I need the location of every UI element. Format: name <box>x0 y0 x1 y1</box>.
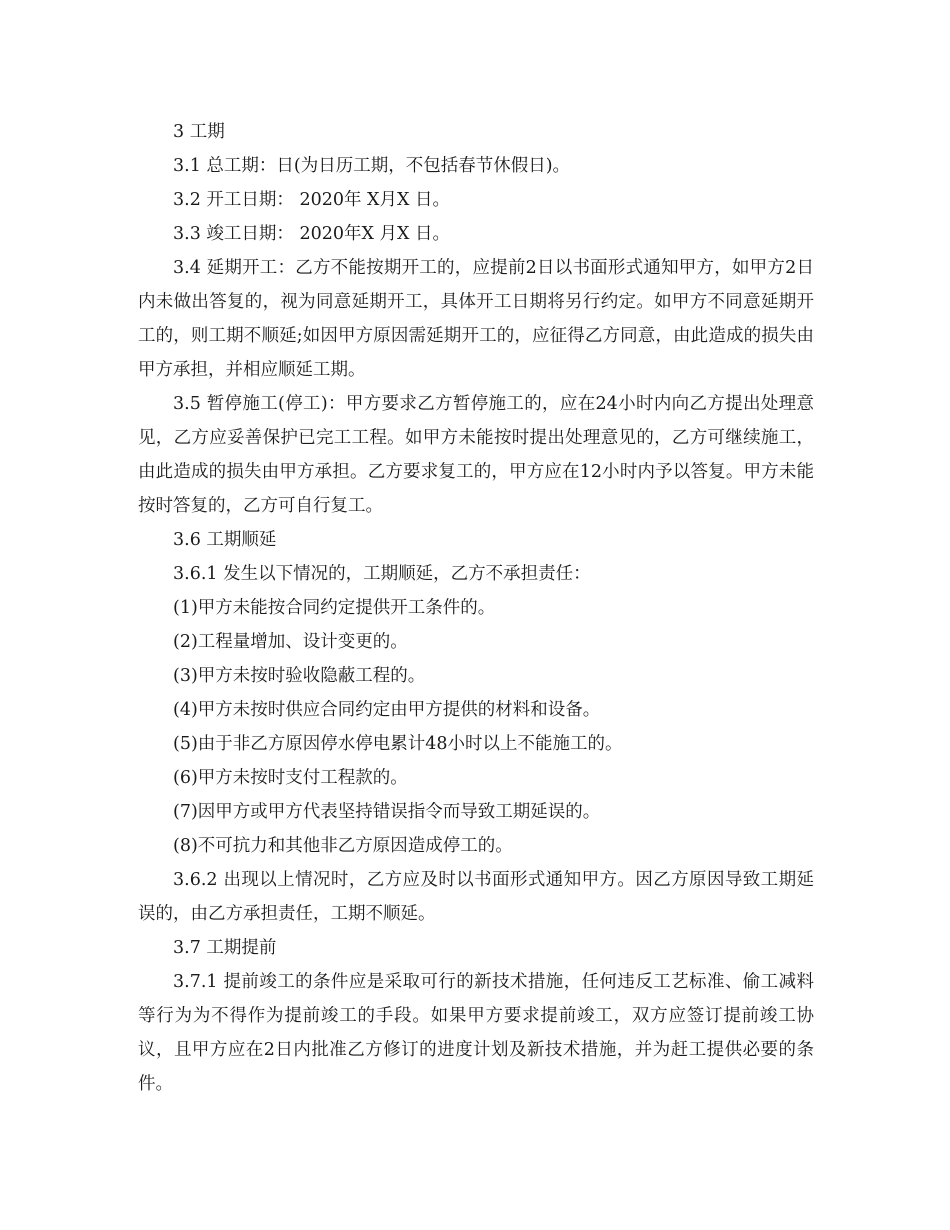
section-heading-3: 3 工期 <box>173 122 225 142</box>
list-item-2: (2)工程量增加、设计变更的。 <box>173 632 408 652</box>
document-body <box>138 115 814 1101</box>
clause-3-6-heading: 3.6 工期顺延 <box>173 530 277 550</box>
list-item-6: (6)甲方未按时支付工程款的。 <box>173 768 408 788</box>
clause-3-2: 3.2 开工日期： 2020年 X月X 日。 <box>173 190 451 210</box>
clause-3-7-heading: 3.7 工期提前 <box>173 938 277 958</box>
clause-3-4: 3.4 延期开工：乙方不能按期开工的，应提前2日以书面形式通知甲方，如甲方2日内未做出答复的，视为同意延期开工，具体开工日期将另行约定。如甲方不同意延期开工的，则工期不顺延;如因甲方原因需延期开工的，应征得乙方同意，由此造成的损失由甲方承担，并相应顺延工期。 <box>138 258 814 380</box>
clause-3-3: 3.3 竣工日期： 2020年X 月X 日。 <box>173 224 451 244</box>
list-item-8: (8)不可抗力和其他非乙方原因造成停工的。 <box>173 836 513 856</box>
list-item-3: (3)甲方未按时验收隐蔽工程的。 <box>173 666 426 686</box>
list-item-7: (7)因甲方或甲方代表坚持错误指令而导致工期延误的。 <box>173 802 601 822</box>
clause-3-7-1: 3.7.1 提前竣工的条件应是采取可行的新技术措施，任何违反工艺标准、偷工减料等行为为不得作为提前竣工的手段。如果甲方要求提前竣工，双方应签订提前竣工协议，且甲方应在2日内批准乙方修订的进度计划及新技术措施，并为赶工提供必要的条件。 <box>138 972 814 1094</box>
clause-3-6-2: 3.6.2 出现以上情况时，乙方应及时以书面形式通知甲方。因乙方原因导致工期延误的，由乙方承担责任，工期不顺延。 <box>138 870 814 924</box>
list-item-4: (4)甲方未按时供应合同约定由甲方提供的材料和设备。 <box>173 700 601 720</box>
list-item-5: (5)由于非乙方原因停水停电累计48小时以上不能施工的。 <box>173 734 623 754</box>
clause-3-6-1: 3.6.1 发生以下情况的，工期顺延，乙方不承担责任： <box>173 564 591 584</box>
clause-3-5: 3.5 暂停施工(停工)：甲方要求乙方暂停施工的，应在24小时内向乙方提出处理意见，乙方应妥善保护已完工工程。如甲方未能按时提出处理意见的，乙方可继续施工，由此造成的损失由甲方承担。乙方要求复工的，甲方应在12小时内予以答复。甲方未能按时答复的，乙方可自行复工。 <box>138 394 814 516</box>
list-item-1: (1)甲方未能按合同约定提供开工条件的。 <box>173 598 496 618</box>
clause-3-1: 3.1 总工期：日(为日历工期，不包括春节休假日)。 <box>173 156 571 176</box>
